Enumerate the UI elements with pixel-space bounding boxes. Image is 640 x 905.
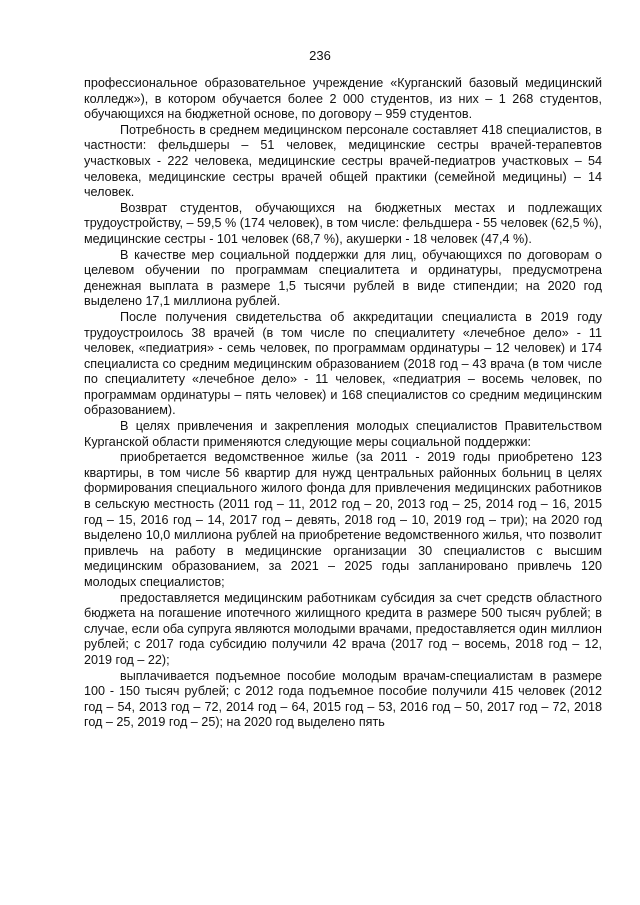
page-number: 236 (309, 48, 331, 63)
paragraph-2: Потребность в среднем медицинском персонале составляет 418 специалистов, в частности: фельдшеры – 51 человек, медицинские сестры врачей-терапевтов участковых - 222 человека, медицинские сестры врачей-педиатров участковых – 54 человека, медицинские сестры врачей общей практики (семейной медицины) – 14 человек. (84, 122, 602, 200)
paragraph-9: выплачивается подъемное пособие молодым врачам-специалистам в размере 100 - 150 тысяч рублей; с 2012 года подъемное пособие получили 415 человек (2012 год – 54, 2013 год – 72, 2014 год – 64, 2015 год – 53, 2016 год – 50, 2017 год – 72, 2018 год – 25, 2019 год – 25); на 2020 год выделено пять (84, 668, 602, 730)
body-text (84, 76, 602, 731)
paragraph-6: В целях привлечения и закрепления молодых специалистов Правительством Курганской области применяются следующие меры социальной поддержки: (84, 419, 602, 449)
paragraph-4: В качестве мер социальной поддержки для лиц, обучающихся по договорам о целевом обучении по программам специалитета и ординатуры, предусмотрена денежная выплата в размере 1,5 тысячи рублей в виде стипендии; на 2020 год выделено 17,1 миллиона рублей. (84, 247, 602, 309)
paragraph-3: Возврат студентов, обучающихся на бюджетных местах и подлежащих трудоустройству, – 59,5 % (174 человек), в том числе: фельдшера - 55 человек (62,5 %), медицинские сестры - 101 человек (68,7 %), акушерки - 18 человек (47,4 %). (84, 200, 602, 246)
paragraph-8: предоставляется медицинским работникам субсидия за счет средств областного бюджета на погашение ипотечного жилищного кредита в размере 500 тысяч рублей; в случае, если оба супруга являются молодыми врачами, предоставляется один миллион рублей; с 2017 года субсидию получили 42 врача (2017 год – восемь, 2018 год – 12, 2019 год – 22); (84, 590, 602, 667)
paragraph-1: профессиональное образовательное учреждение «Курганский базовый медицинский колледж»), в котором обучается более 2 000 студентов, из них – 1 268 студентов, обучающихся на бюджетной основе, по договору – 959 студентов. (84, 76, 602, 122)
paragraph-5: После получения свидетельства об аккредитации специалиста в 2019 году трудоустроилось 38 врачей (в том числе по специалитету «лечебное дело» - 11 человек, «педиатрия» - семь человек, по программам ординатуры – 12 человек) и 174 специалиста со средним медицинским образованием (2018 год – 43 врача (в том числе по специалитету «лечебное дело» - 11 человек, «педиатрия – восемь человек, по программам ординатуры – пять человек) и 168 специалистов со средним медицинским образованием). (84, 309, 602, 418)
paragraph-7: приобретается ведомственное жилье (за 2011 - 2019 годы приобретено 123 квартиры, в том числе 56 квартир для нужд центральных районных больниц в целях формирования специального жилого фонда для привлечения медицинских работников в сельскую местность (2011 год – 11, 2012 год – 20, 2013 год – 25, 2014 год – 16, 2015 год – 15, 2016 год – 14, 2017 год – девять, 2018 год – 10, 2019 год – три); на 2020 год выделено 10,0 миллиона рублей на приобретение ведомственного жилья, что позволит привлечь на работу в медицинские организации 30 специалистов с высшим медицинским образованием, за 2021 – 2025 годы запланировано привлечь 120 молодых специалистов; (84, 450, 602, 589)
